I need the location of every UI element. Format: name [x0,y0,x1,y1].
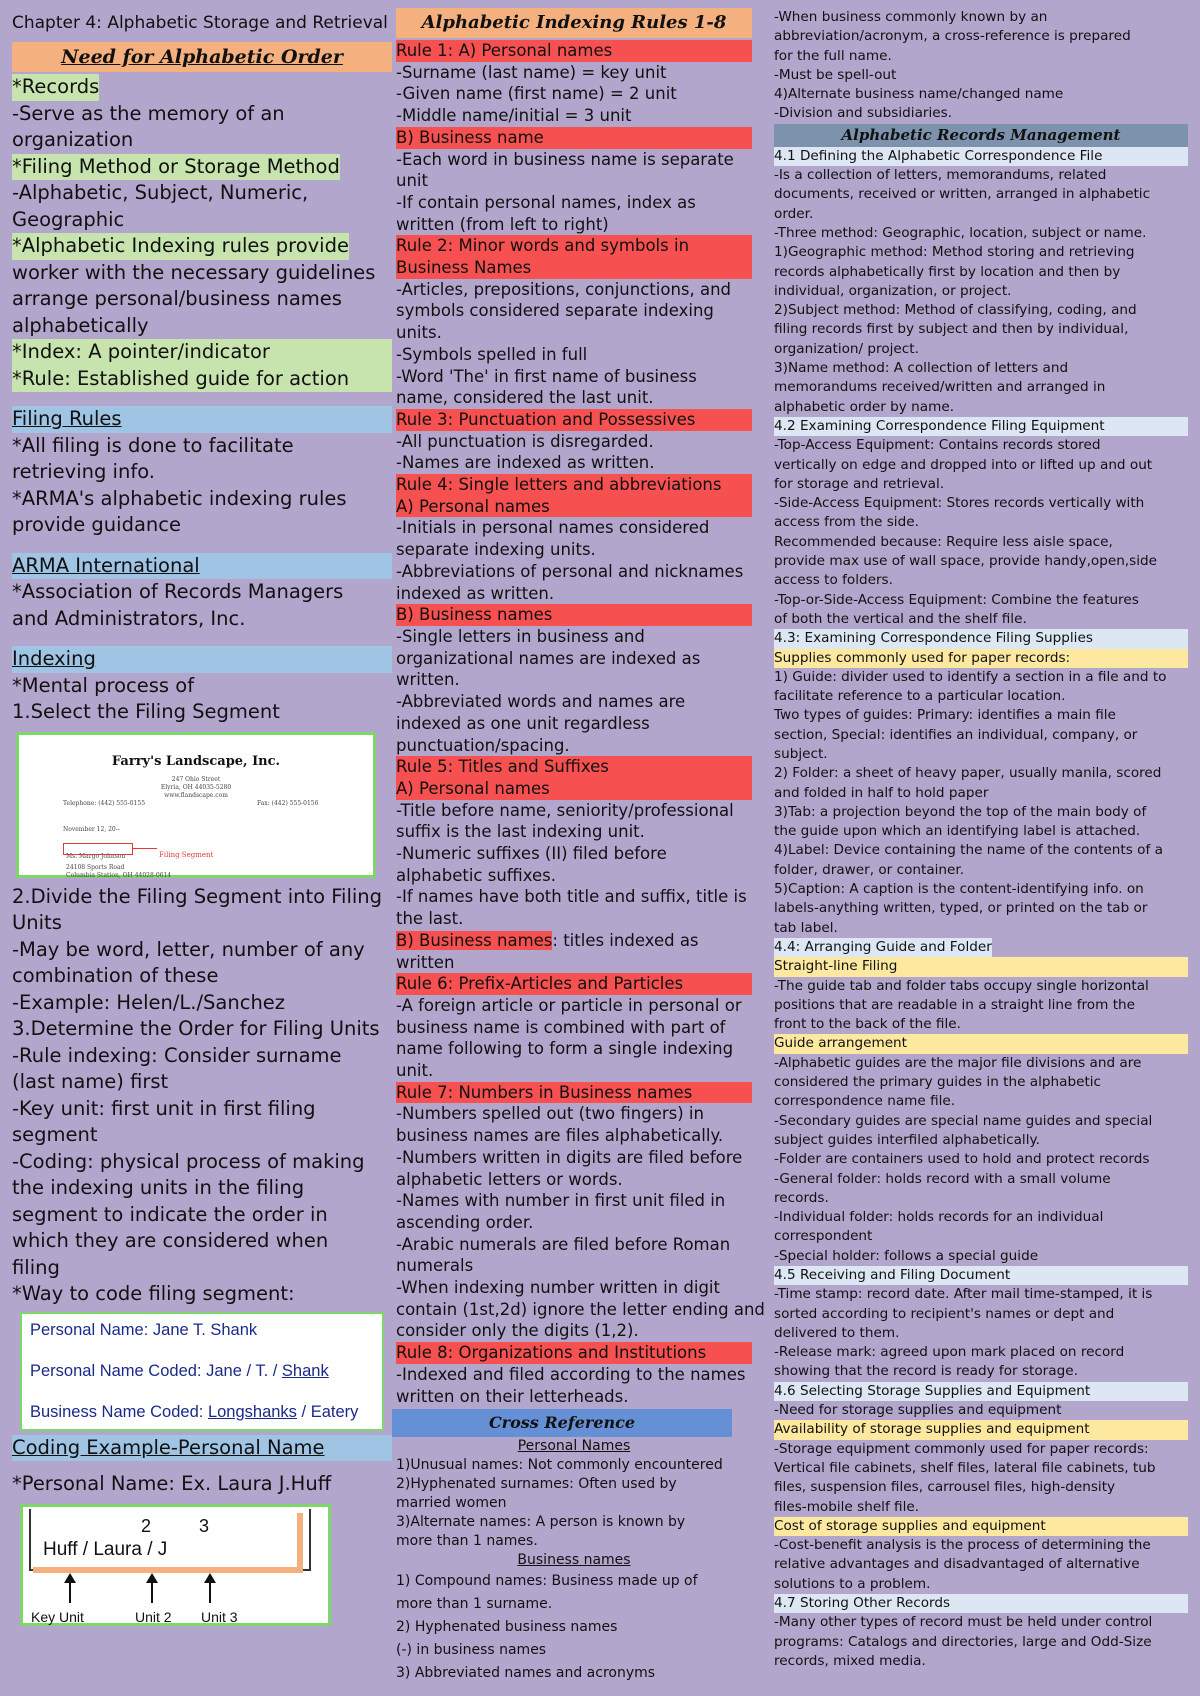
need-line [12,286,392,313]
code-personal-key-unit: Shank [281,1361,329,1380]
huff-unit-number-3: 3 [199,1515,210,1536]
need-line [12,233,392,260]
indexing-section-a [12,673,392,726]
filing-rules-heading: Filing Rules [12,406,392,433]
need-heading: Need for Alphabetic Order [12,42,392,72]
need-line [12,154,392,181]
cross-business-line: 1) Compound names: Business made up of [396,1573,698,1590]
rule-line: -Numbers written in digits are filed before [396,1147,743,1167]
subsection-heading: Availability of storage supplies and equipment [774,1420,1188,1439]
rule-line: ascending order. [396,1212,534,1232]
rule-line [396,930,752,952]
indexing-line: Units [12,911,62,934]
cross-business-line: 3) Abbreviated names and acronyms [396,1665,656,1682]
records-line: considered the primary guides in the alphabetic [774,1074,1102,1091]
column-1 [12,8,392,1626]
chapter-title: Chapter 4: Alphabetic Storage and Retrieval [12,13,388,33]
rule-line: alphabetic letters or words. [396,1169,623,1189]
need-line [12,101,392,128]
letter-addr1: 247 Ohio Street [171,775,221,783]
records-management-section [774,8,1188,1671]
cross-personal-line: married women [396,1495,507,1512]
rules-title: Alphabetic Indexing Rules 1-8 [396,8,752,38]
arrow-up-icon [151,1575,153,1603]
need-line-text: arrange personal/business names [12,287,342,310]
huff-unit-3: Unit 3 [201,1608,238,1625]
rule-line: name, considered the last unit. [396,388,654,408]
rule-heading: B) Business names [396,930,553,950]
rule-line: written. [396,670,460,690]
need-line [12,207,392,234]
indexing-line: 2.Divide the Filing Segment into Filing [12,884,383,908]
section-heading [774,938,1188,957]
letter-phone: Telephone: (442) 555-0155 [63,799,146,807]
records-line: -The guide tab and folder tabs occupy single horizontal [774,977,1149,994]
rule-heading: Rule 4: Single letters and abbreviations [396,474,752,496]
subsection-heading: Guide arrangement [774,1034,1188,1053]
need-line [12,366,392,393]
records-line: tab label. [774,919,838,936]
rule-line: -If names have both title and suffix, title is [396,887,747,907]
letter-company: Farry's Landscape, Inc. [111,753,281,769]
rule-heading: B) Business names [396,604,752,626]
rule-heading: Rule 2: Minor words and symbols in [396,235,752,257]
records-line: abbreviation/acronym, a cross-reference is prepared [774,28,1131,45]
indexing-line: the indexing units in the filing [12,1176,305,1199]
rule-line: -Arabic numerals are filed before Roman [396,1234,731,1254]
personal-names-subheading: Personal Names [517,1438,631,1455]
rule-heading: Rule 6: Prefix-Articles and Particles [396,973,752,995]
letter-recipient: Ms. Margo Johnson [66,852,126,860]
records-line: relative advantages and disadvantaged of alternative [774,1556,1140,1573]
rule-line: units. [396,323,442,343]
rule-line: -All punctuation is disregarded. [396,431,654,451]
rule-heading: A) Personal names [396,778,752,800]
code-business-coded [30,1402,374,1423]
filing-segment-box [63,843,133,855]
rule-line: -Indexed and filed according to the names [396,1364,746,1384]
letter-addr2: Elyria, OH 44035-5280 [160,783,232,791]
rule-line: -Word 'The' in first name of business [396,366,697,386]
filing-segment-label: Filing Segment [159,850,214,859]
records-line: memorandums received/written and arranged in [774,379,1106,396]
filing-rules-line: *ARMA's alphabetic indexing rules [12,486,347,510]
records-line: 1) Guide: divider used to identify a section in a file and to [774,668,1167,685]
rule-line: -If contain personal names, index as [396,192,696,212]
records-line: 3)Name method: A collection of letters and [774,360,1069,377]
records-line: -Special holder: follows a special guide [774,1247,1039,1264]
records-line: -Top-or-Side-Access Equipment: Combine the features [774,591,1139,608]
indexing-line: which they are considered when [12,1229,329,1252]
letter-date: November 12, 20-- [63,825,120,833]
rule-line: unit. [396,1061,434,1081]
huff-name: Huff / Laura / J [43,1538,168,1560]
rule-line: indexed as written. [396,583,555,603]
rule-line: numerals [396,1256,474,1276]
arma-line: *Association of Records Managers [12,580,344,603]
records-line: filing records first by subject and then by individual, [774,321,1129,338]
records-line: showing that the record is ready for storage. [774,1363,1078,1380]
cross-business-line: (-) in business names [396,1642,547,1659]
rule-line: indexed as one unit regardless [396,713,650,733]
records-line: facilitate reference to a particular location. [774,688,1066,705]
need-line-text: -Alphabetic, Subject, Numeric, [12,181,309,204]
records-line: records. [774,1189,829,1206]
rule-line: suffix is the last indexing unit. [396,822,645,842]
section-heading: 4.2 Examining Correspondence Filing Equipment [774,417,1188,436]
need-line-text: worker with the necessary guidelines [12,260,376,284]
records-line: Recommended because: Require less aisle space, [774,533,1113,550]
records-management-title: Alphabetic Records Management [774,124,1188,147]
indexing-line: -Example: Helen/L./Sanchez [12,990,286,1014]
business-names-section [396,1570,752,1685]
indexing-line: segment to indicate the order in [12,1202,328,1226]
indexing-line: -Rule indexing: Consider surname [12,1043,342,1067]
rule-line: organizational names are indexed as [396,648,701,668]
need-line [12,260,392,287]
rule-heading: Rule 3: Punctuation and Possessives [396,409,752,431]
filing-rules-line: retrieving info. [12,460,155,483]
records-line: -Division and subsidiaries. [774,105,953,122]
rule-line: punctuation/spacing. [396,735,570,755]
records-line: -Need for storage supplies and equipment [774,1402,1062,1419]
rule-line: written (from left to right) [396,214,609,234]
rule-line: -Names with number in first unit filed in [396,1191,726,1211]
rule-line: -Title before name, seniority/professional [396,800,734,820]
arma-heading: ARMA International [12,553,392,580]
indexing-line: filing [12,1255,60,1279]
records-line: -Time stamp: record date. After mail time-stamped, it is [774,1286,1153,1303]
records-line: Vertical file cabinets, shelf files, lateral file cabinets, tub [774,1459,1156,1476]
records-line: solutions to a problem. [774,1575,931,1592]
subsection-heading: Cost of storage supplies and equipment [774,1517,1188,1536]
rule-line: -Given name (first name) = 2 unit [396,84,677,104]
arrow-up-icon [209,1575,211,1603]
section-heading: 4.6 Selecting Storage Supplies and Equipment [774,1382,1188,1401]
records-line: positions that are readable in a straight line from the [774,996,1135,1013]
records-line: -Individual folder: holds records for an individual [774,1209,1104,1226]
need-line-text: *Alphabetic Indexing rules provide [12,233,349,260]
code-personal-coded-text: Personal Name Coded: Jane / T. / [30,1361,282,1380]
indexing-line: combination of these [12,964,219,987]
huff-diagram [20,1504,331,1626]
indexing-line: *Way to code filing segment: [12,1282,295,1305]
business-names-subheading: Business names [517,1552,631,1569]
huff-key-unit: Key Unit [31,1608,84,1625]
rule-heading: Rule 8: Organizations and Institutions [396,1342,752,1364]
records-line: -Folder are containers used to hold and protect records [774,1151,1150,1168]
rule-line: -A foreign article or particle in personal or [396,995,742,1015]
filing-rules-section [12,433,392,539]
rule-line: business names are files alphabetically. [396,1126,724,1146]
records-line: front to the back of the file. [774,1016,961,1033]
rule-heading: Business Names [396,257,752,279]
rules-section [396,40,765,1407]
records-line: correspondent [774,1228,873,1245]
code-business-coded-text: Business Name Coded: [30,1402,208,1421]
rule-heading: A) Personal names [396,496,752,518]
records-line: and folded in half to hold paper [774,784,989,801]
rule-line: -Abbreviations of personal and nicknames [396,561,744,581]
section-heading: 4.1 Defining the Alphabetic Correspondence File [774,147,1188,166]
rule-line: written [396,952,455,972]
records-line: vertically on edge and dropped into or lifted up and out [774,456,1153,473]
rule-line: business name is combined with part of [396,1017,726,1037]
records-line: records, mixed media. [774,1652,926,1669]
records-line: -Release mark: agreed upon mark placed on record [774,1344,1125,1361]
letter-street: 24108 Sports Road [66,863,125,871]
records-line: 4)Label: Device containing the name of the contents of a [774,842,1163,859]
records-line: delivered to them. [774,1324,900,1341]
indexing-heading: Indexing [12,646,392,673]
records-line: -Is a collection of letters, memorandums, related [774,167,1107,184]
need-line [12,339,392,366]
need-line-text: organization [12,128,134,151]
records-line: documents, received or written, arranged in alphabetic [774,186,1151,203]
personal-names-section [396,1456,752,1551]
records-line: -Must be spell-out [774,66,897,83]
rule-line: -Symbols spelled in full [396,344,588,364]
records-line: for the full name. [774,47,892,64]
filing-rules-line: provide guidance [12,513,181,536]
rule-heading: Rule 1: A) Personal names [396,40,752,62]
records-line: section, Special: identifies an individual, company, or [774,726,1138,743]
section-heading: 4.5 Receiving and Filing Document [774,1266,1188,1285]
rule-line: the last. [396,909,464,929]
code-business-key-unit: Longshanks [207,1402,297,1421]
records-line: -Storage equipment commonly used for paper records: [774,1440,1149,1457]
huff-unit-number-2: 2 [141,1515,152,1536]
rule-line: contain (1st,2d) ignore the letter ending and [396,1299,765,1319]
huff-unit-2: Unit 2 [135,1608,172,1625]
cross-business-line: more than 1 surname. [396,1596,553,1613]
coding-example-heading: Coding Example-Personal Name [12,1435,392,1462]
rule-line: -Abbreviated words and names are [396,692,686,712]
rule-line: -Middle name/initial = 3 unit [396,106,632,126]
rule-line: unit [396,171,428,191]
rule-line: -Numbers spelled out (two fingers) in [396,1104,704,1124]
indexing-line: 1.Select the Filing Segment [12,700,280,723]
section-heading: 4.3: Examining Correspondence Filing Supplies [774,629,1188,648]
rule-line: -Surname (last name) = key unit [396,62,667,82]
records-line: -Cost-benefit analysis is the process of determining the [774,1537,1151,1554]
rule-line: symbols considered separate indexing [396,301,714,321]
need-line-text: *Rule: Established guide for action [12,366,350,390]
records-line: records alphabetically first by location and then by [774,263,1121,280]
rule-line: -Single letters in business and [396,626,645,646]
rule-line: -Numeric suffixes (II) filed before [396,844,667,864]
column-3 [774,8,1188,1671]
rule-line: name following to form a single indexing [396,1039,734,1059]
filing-rules-line: *All filing is done to facilitate [12,433,294,457]
need-line-text: *Index: A pointer/indicator [12,340,270,363]
column-2 [396,8,765,1685]
records-line: 1)Geographic method: Method storing and retrieving [774,244,1135,261]
records-line: -Secondary guides are special name guides and special [774,1112,1153,1129]
indexing-line: (last name) first [12,1070,169,1093]
records-line: of both the vertical and the shelf file. [774,610,1027,627]
indexing-line: segment [12,1123,98,1146]
records-line: files-mobile shelf file. [774,1498,920,1515]
records-line: 2)Subject method: Method of classifying, coding, and [774,302,1137,319]
records-line: individual, organization, or project. [774,282,1012,299]
coding-example-box [20,1312,384,1431]
need-line-text: alphabetically [12,313,149,337]
arma-line: and Administrators, Inc. [12,606,246,630]
records-line: -When business commonly known by an [774,9,1048,25]
coding-example-line: *Personal Name: Ex. Laura J.Huff [12,1472,332,1495]
records-line: programs: Catalogs and directories, large and Odd-Size [774,1633,1152,1650]
records-line: labels-anything written, typed, or printed on the tab or [774,900,1148,917]
cross-personal-line: more than 1 names. [396,1533,538,1550]
rule-line: -Each word in business name is separate [396,149,734,169]
cross-personal-line: 1)Unusual names: Not commonly encountered [396,1457,723,1474]
records-line: -Alphabetic guides are the major file divisions and are [774,1054,1142,1071]
records-line: -Side-Access Equipment: Stores records vertically with [774,495,1145,512]
subsection-heading: Supplies commonly used for paper records: [774,649,1188,668]
rule-line: alphabetic suffixes. [396,865,556,885]
records-line: 2) Folder: a sheet of heavy paper, usually manila, scored [774,765,1162,782]
need-line [12,74,392,101]
rule-heading: B) Business name [396,127,752,149]
indexing-line: -Coding: physical process of making [12,1149,365,1173]
code-personal-name: Personal Name: Jane T. Shank [30,1320,258,1339]
records-line: subject. [774,745,828,762]
rule-line: -Names are indexed as written. [396,453,655,473]
need-line-text: Geographic [12,207,125,231]
records-line: Two types of guides: Primary: identifies a main file [774,707,1116,724]
records-line: sorted according to recipient's names or dept and [774,1305,1115,1322]
records-line: order. [774,205,814,222]
records-line: subject guides interfiled alphabetically. [774,1131,1040,1148]
records-line: provide max use of wall space, provide handy,open,side [774,553,1157,570]
subsection-heading: Straight-line Filing [774,957,1188,976]
arrow-up-icon [69,1575,71,1603]
rule-heading: Rule 7: Numbers in Business names [396,1082,752,1104]
need-line-text: *Filing Method or Storage Method [12,154,340,181]
records-line: 5)Caption: A caption is the content-identifying info. on [774,881,1144,898]
section-heading-text: 4.4: Arranging Guide and Folder [774,938,992,957]
arma-section [12,579,392,632]
rule-heading: Rule 5: Titles and Suffixes [396,756,752,778]
indexing-line: -May be word, letter, number of any [12,937,365,961]
records-line: 4)Alternate business name/changed name [774,86,1064,103]
filing-segment-letter-image [16,732,376,878]
records-line: access to folders. [774,572,893,589]
need-line [12,180,392,207]
rule-line: -Initials in personal names considered [396,518,710,538]
indexing-line: *Mental process of [12,673,195,697]
need-line-text: *Records [12,74,99,101]
records-line: 3)Tab: a projection beyond the top of the main body of [774,803,1147,820]
indexing-line: -Key unit: first unit in first filing [12,1096,316,1120]
need-section [12,74,392,392]
code-business-rest: / Eatery [296,1402,359,1421]
records-line: alphabetic order by name. [774,398,955,415]
records-line: -Three method: Geographic, location, subject or name. [774,224,1147,241]
records-line: organization/ project. [774,340,919,357]
cross-personal-line: 3)Alternate names: A person is known by [396,1514,686,1531]
records-line: -General folder: holds record with a small volume [774,1170,1111,1187]
letter-addr3: www.flandscape.com [164,791,228,799]
records-line: correspondence name file. [774,1093,956,1110]
records-line: for storage and retrieval. [774,475,945,492]
rule-line: -Articles, prepositions, conjunctions, and [396,279,732,299]
records-line: -Many other types of record must be held under control [774,1614,1153,1631]
section-heading: 4.7 Storing Other Records [774,1594,1188,1613]
cross-business-line: 2) Hyphenated business names [396,1619,618,1636]
rule-line: -When indexing number written in digit [396,1278,720,1298]
cross-reference-title: Cross Reference [392,1409,732,1437]
code-personal-coded [30,1361,374,1382]
records-line: -Top-Access Equipment: Contains records stored [774,437,1101,454]
rule-line: separate indexing units. [396,540,596,560]
indexing-section-b [12,884,392,1308]
cross-personal-line: 2)Hyphenated surnames: Often used by [396,1476,677,1493]
rule-line-text: : titles indexed as [552,930,699,950]
need-line [12,313,392,340]
rule-line: written on their letterheads. [396,1386,629,1406]
need-line [12,127,392,154]
filing-segment-arrow [133,848,157,850]
indexing-line: 3.Determine the Order for Filing Units [12,1017,380,1040]
need-line-text: -Serve as the memory of an [12,101,285,125]
records-line: files, suspension files, carrousel files, high-density [774,1479,1116,1496]
huff-bar-side [297,1513,303,1571]
records-line: folder, drawer, or container. [774,861,965,878]
records-line: access from the side. [774,514,919,531]
records-line: the guide upon which an identifying label is attached. [774,823,1141,840]
letter-city: Columbia Station, OH 44028-0614 [66,871,172,879]
letter-fax: Fax: (442) 555-0156 [257,799,319,807]
rule-line: consider only the digits (1,2). [396,1321,639,1341]
